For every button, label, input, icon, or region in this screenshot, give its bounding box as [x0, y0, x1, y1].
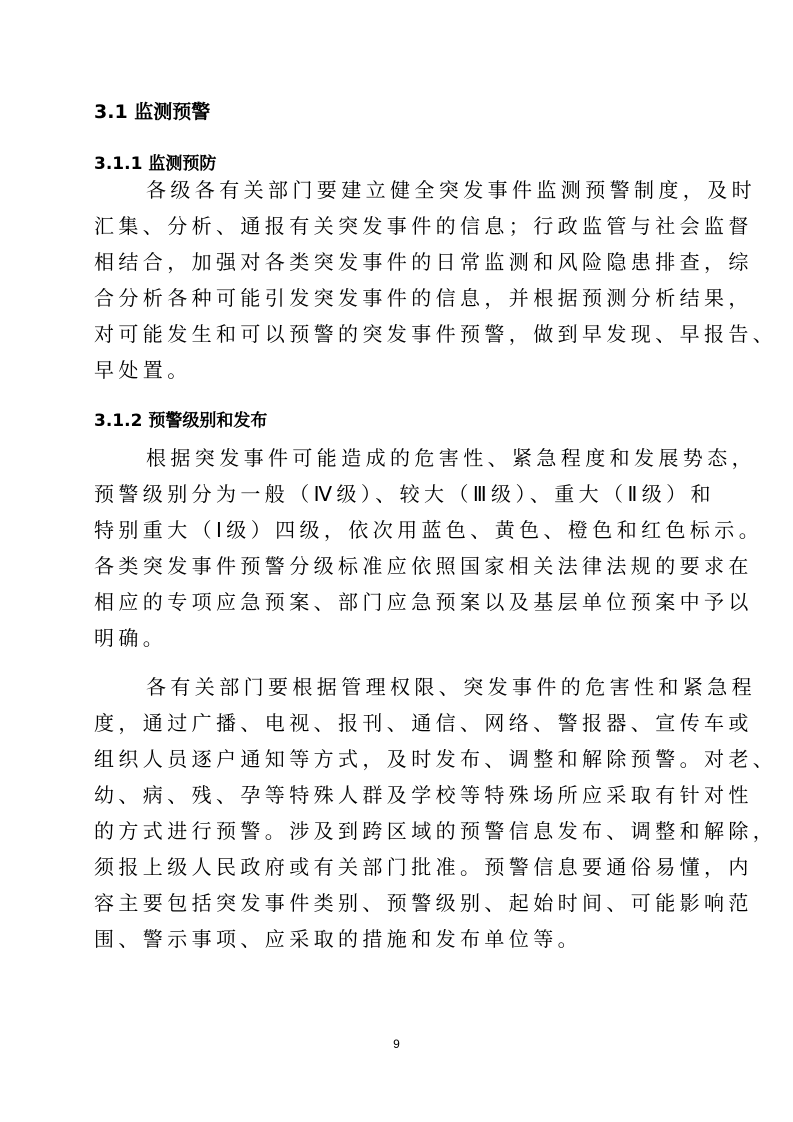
- subsection-title: 监测预防: [148, 154, 217, 174]
- text-line: 各级各有关部门要建立健全突发事件监测预警制度，及时: [146, 178, 756, 202]
- text-line: 须报上级人民政府或有关部门批准。预警信息要通俗易懂，内: [94, 855, 753, 879]
- page-number: 9: [393, 1037, 400, 1051]
- text-line: 各类突发事件预警分级标准应依照国家相关法律法规的要求在: [94, 554, 753, 578]
- text-line: 对可能发生和可以预警的突发事件预警，做到早发现、早报告、: [94, 322, 778, 346]
- text-line: 各有关部门要根据管理权限、突发事件的危害性和紧急程: [146, 675, 756, 699]
- subsection-title: 预警级别和发布: [148, 411, 268, 431]
- text-line: 合分析各种可能引发突发事件的信息，并根据预测分析结果，: [94, 286, 753, 310]
- text-line: 预警级别分为一般（Ⅳ级）、较大（Ⅲ级）、重大（Ⅱ级）和: [94, 482, 715, 506]
- text-line: 相应的专项应急预案、部门应急预案以及基层单位预案中予以: [94, 590, 753, 614]
- text-line: 围、警示事项、应采取的措施和发布单位等。: [94, 927, 582, 951]
- text-line: 度，通过广播、电视、报刊、通信、网络、警报器、宣传车或: [94, 711, 753, 735]
- text-line: 的方式进行预警。涉及到跨区域的预警信息发布、调整和解除，: [94, 819, 778, 843]
- subsection-number: 3.1.1: [94, 154, 143, 174]
- text-line: 早处置。: [94, 358, 192, 382]
- text-line: 容主要包括突发事件类别、预警级别、起始时间、可能影响范: [94, 891, 753, 915]
- text-line: 根据突发事件可能造成的危害性、紧急程度和发展势态，: [146, 446, 756, 470]
- section-heading: [94, 97, 210, 124]
- text-line: 特别重大（Ⅰ级）四级，依次用蓝色、黄色、橙色和红色标示。: [94, 518, 764, 542]
- text-line: 相结合，加强对各类突发事件的日常监测和风险隐患排查，综: [94, 250, 753, 274]
- section-number: 3.1: [94, 101, 128, 123]
- section-title: 监测预警: [134, 101, 211, 123]
- text-line: 明确。: [94, 626, 168, 650]
- subsection-number: 3.1.2: [94, 411, 143, 431]
- subsection-heading-3-1-1: [94, 149, 216, 174]
- text-line: 幼、病、残、孕等特殊人群及学校等特殊场所应采取有针对性: [94, 783, 753, 807]
- subsection-heading-3-1-2: [94, 406, 267, 431]
- text-line: 组织人员逐户通知等方式，及时发布、调整和解除预警。对老、: [94, 747, 778, 771]
- text-line: 汇集、分析、通报有关突发事件的信息；行政监管与社会监督: [94, 214, 753, 238]
